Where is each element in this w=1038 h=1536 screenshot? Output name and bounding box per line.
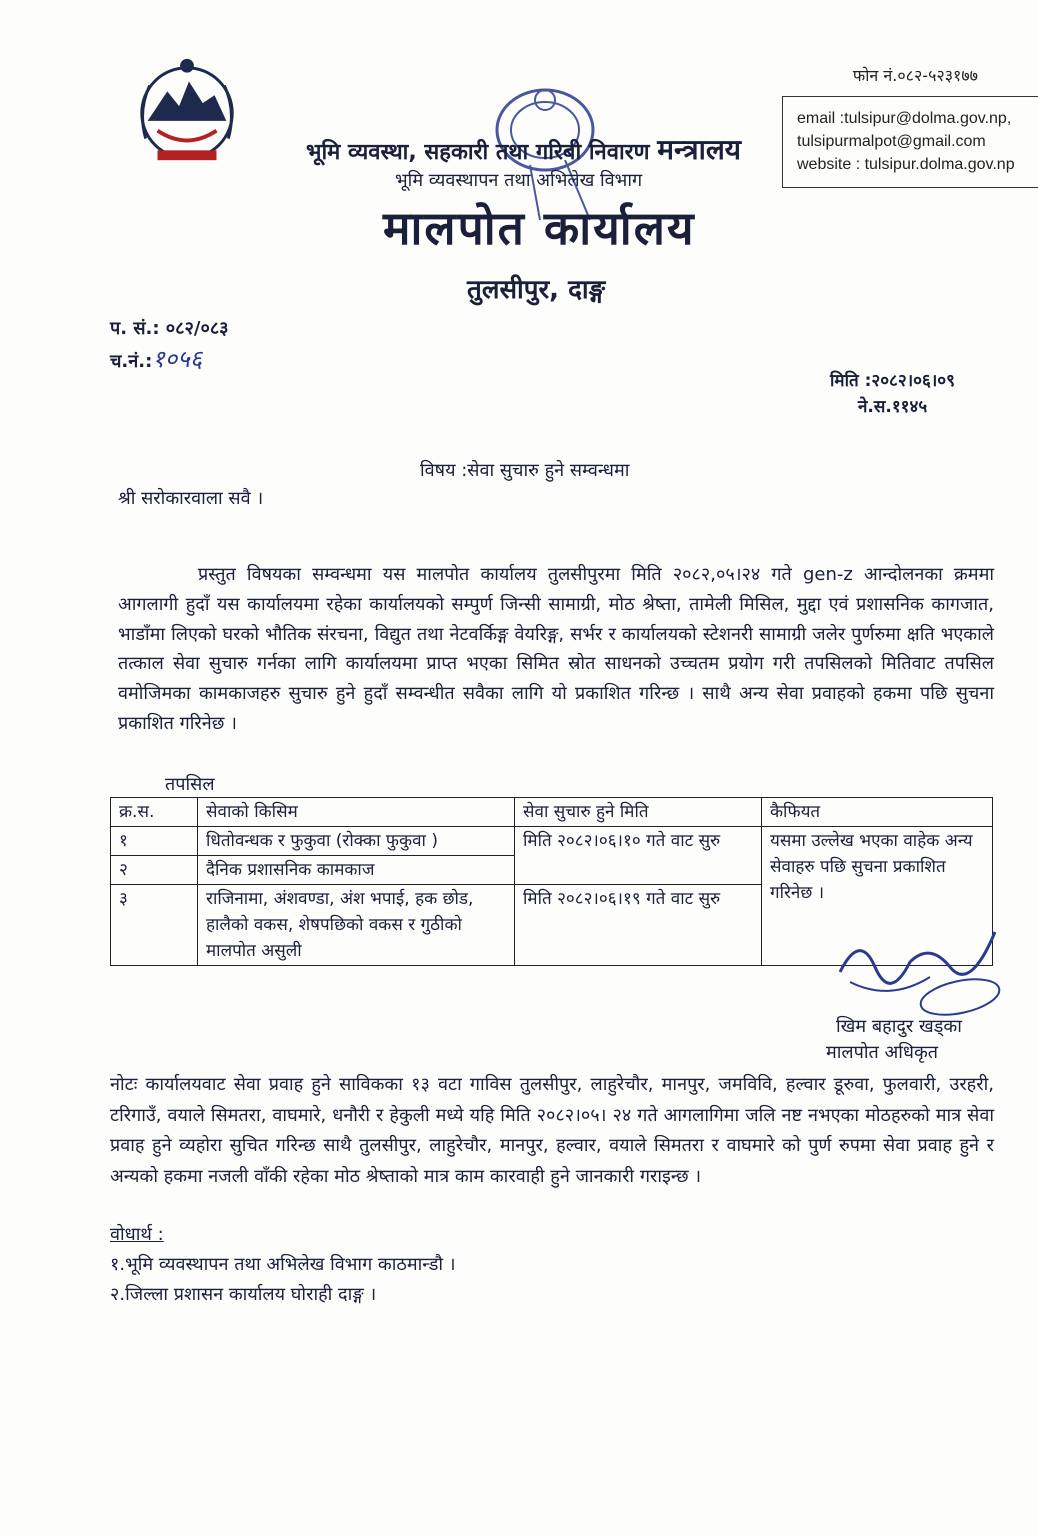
- office-name: मालपोत कार्यालय: [383, 201, 696, 255]
- body-paragraph: प्रस्तुत विषयका सम्वन्धमा यस मालपोत कार्यालय तुलसीपुरमा मिति २०८२,०५।२४ गते gen-z आन्दोलनका क्रममा आगलागी हुदाँ यस कार्यालयमा रहेका कार्यालयको सम्पुर्ण जिन्सी सामाग्री, मोठ श्रेष्ता, तामेली मिसिल, मुद्दा एवं प्रशासनिक कागजात, भाडाँमा लिएको घरको भौतिक संरचना, विद्युत तथा नेटवर्किङ्ग वेयरिङ्ग, सर्भर र कार्यालयको स्टेशनरी सामाग्री जलेर पुर्णरुमा क्षति भएकाले तत्काल सेवा सुचारु गर्नका लागि कार्यालयमा प्राप्त भएका सिमित स्रोत साधनको उच्चतम प्रयोग गरी तपसिलको मितिवाट तपसिल वमोजिमका कामकाजहरु सुचारु हुने हुदाँ सम्वन्धीत सवैका लागि यो प्रकाशित गरिन्छ । साथै अन्य सेवा प्रवाहको हकमा पछि सुचना प्रकाशित गरिनेछ ।: [118, 564, 994, 734]
- signatory-title: मालपोत अधिकृत: [826, 1042, 939, 1063]
- schedule-caption: तपसिल: [165, 774, 215, 795]
- website: website : tulsipur.dolma.gov.np: [797, 156, 1015, 173]
- row-service: दैनिक प्रशासनिक कामकाज: [198, 856, 515, 885]
- salutation: श्री सरोकारवाला सवै ।: [118, 488, 264, 509]
- letter-reference-number: प. सं.: ०८२/०८३: [110, 318, 229, 339]
- note-paragraph: नोटः कार्यालयवाट सेवा प्रवाह हुने साविकका १३ वटा गाविस तुलसीपुर, लाहुरेचौर, मानपुर, जमविवि, हल्वार डूरुवा, फुलवारी, उरहरी, टरिगाउँ, वयाले सिमतरा, वाघमारे, धनौरी र हेकुली मध्ये यहि मिति २०८२।०५। २४ गते आगलागिमा जलि नष्ट नभएका मोठहरुको मात्र सेवा प्रवाह हुने व्यहोरा सुचित गरिन्छ साथै तुलसीपुर, लाहुरेचौर, मानपुर, हल्वार, वयाले सिमतरा र वाघमारे को पुर्ण रुपमा सेवा प्रवाह हुने र अन्यको हकमा नजली वाँकी रहेका मोठ श्रेष्ताको मात्र काम कारवाही हुने जानकारी गराइन्छ ।: [110, 1074, 994, 1187]
- row-serial: १: [111, 827, 198, 856]
- header-resume-date: सेवा सुचारु हुने मिति: [515, 798, 762, 827]
- ministry-suffix: मन्त्रालय: [657, 133, 742, 166]
- letter-subject: विषय :सेवा सुचारु हुने सम्वन्धमा: [420, 460, 630, 481]
- contact-info-box: [782, 96, 1038, 188]
- letter-date: मिति :२०८२।०६।०९: [830, 371, 955, 391]
- officer-signature-icon: [830, 912, 1010, 1022]
- ministry-prefix: भूमि व्यवस्था, सहकारी तथा गरिबी निवारण: [306, 140, 650, 165]
- email-secondary: tulsipurmalpot@gmail.com: [797, 133, 986, 150]
- row-resume-date: मिति २०८२।०६।१९ गते वाट सुरु: [515, 885, 762, 966]
- ministry-name: [306, 130, 786, 168]
- row-remarks: यसमा उल्लेख भएका वाहेक अन्य सेवाहरु पछि सुचना प्रकाशित गरिनेछ ।: [762, 827, 993, 966]
- signatory-name: खिम बहादुर खड्का: [836, 1016, 962, 1037]
- office-location: तुलसीपुर, दाङ्ग: [467, 275, 606, 305]
- header-remarks: कैफियत: [762, 798, 993, 827]
- department-name: भूमि व्यवस्थापन तथा अभिलेख विभाग: [395, 170, 643, 191]
- row-serial: २: [111, 856, 198, 885]
- row-service: राजिनामा, अंशवण्डा, अंश भपाई, हक छोड, हालैको वकस, शेषपछिको वकस र गुठीको मालपोत असुली: [198, 885, 515, 966]
- dispatch-label: च.नं.:: [110, 351, 153, 372]
- row-service: धितोवन्धक र फुकुवा (रोक्का फुकुवा ): [198, 827, 515, 856]
- for-information-heading: वोधार्थ :: [110, 1224, 164, 1245]
- header-service-type: सेवाको किसिम: [198, 798, 515, 827]
- phone-number: फोन नं.०८२-५२३१७७: [852, 66, 978, 85]
- table-header-row: [111, 798, 993, 827]
- dispatch-handwritten-number: १०५६: [152, 345, 203, 373]
- dispatch-number: [110, 342, 202, 375]
- cc-recipient: २.जिल्ला प्रशासन कार्यालय घोराही दाङ्ग ।: [110, 1284, 377, 1305]
- row-serial: ३: [111, 885, 198, 966]
- cc-recipient: १.भूमि व्यवस्थापन तथा अभिलेख विभाग काठमान्डौ ।: [110, 1254, 456, 1275]
- email-primary: email :tulsipur@dolma.gov.np,: [797, 110, 1012, 127]
- nepal-sambat-year: ने.स.११४५: [858, 397, 928, 417]
- header-serial: क्र.स.: [111, 798, 198, 827]
- table-row: [111, 827, 993, 856]
- nepal-emblem-icon: [128, 52, 246, 170]
- row-resume-date: मिति २०८२।०६।१० गते वाट सुरु: [515, 827, 762, 885]
